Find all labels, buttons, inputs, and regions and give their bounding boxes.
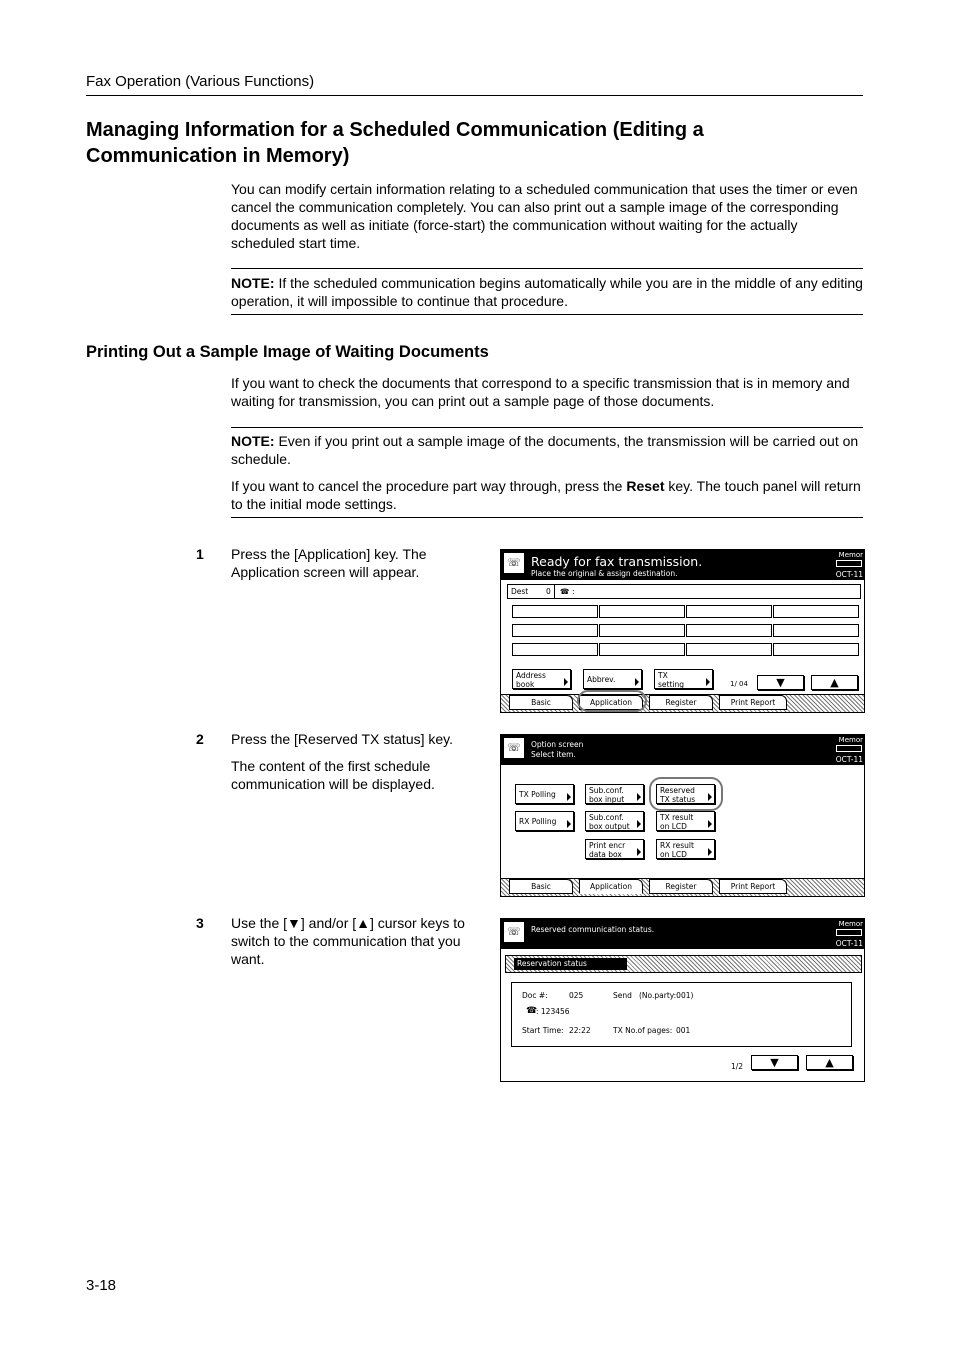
dest-key[interactable]: [686, 605, 772, 618]
tx-polling-button[interactable]: TX Polling: [515, 784, 574, 804]
tx-result-lcd-button[interactable]: TX result on LCD: [656, 811, 715, 831]
start-time: 22:22: [569, 1026, 591, 1035]
note2-rule-bottom: [231, 517, 863, 518]
phone-icon: ☎: [526, 1006, 538, 1016]
screen-subtitle: Select item.: [531, 750, 576, 759]
party-count: (No.party:001): [639, 991, 694, 1000]
note-text: Even if you print out a sample image of the documents, the transmission will be carried out on schedule.: [231, 433, 859, 467]
phone-number: : 123456: [536, 1007, 570, 1016]
screen-title: Reserved communication status.: [531, 925, 655, 934]
note2-rule-top: [231, 427, 863, 428]
note-rule-bottom: [231, 314, 863, 315]
page-indicator: 1/ 04: [730, 680, 748, 688]
screen-subtitle: Place the original & assign destination.: [531, 569, 678, 578]
rx-polling-button[interactable]: RX Polling: [515, 811, 574, 831]
panel-ready-screen: [500, 549, 865, 713]
step-number: 2: [196, 731, 204, 747]
memory-label: Memor: [838, 736, 863, 744]
down-arrow-button[interactable]: ▼: [751, 1055, 798, 1070]
reservation-status-label: Reservation status: [514, 958, 627, 970]
note-text: If you want to cancel the procedure part way through, press the: [231, 478, 627, 494]
reservation-header-bar: [505, 955, 862, 973]
section-title: Printing Out a Sample Image of Waiting Documents: [86, 343, 489, 361]
date-label: OCT-11: [835, 755, 863, 764]
date-label: OCT-11: [835, 570, 863, 579]
memory-bar: [836, 929, 862, 936]
tab-register[interactable]: Register: [649, 695, 713, 710]
note-text: If the scheduled communication begins automatically while you are in the middle of any editing operation, it will impossible to continue that procedure.: [231, 275, 863, 309]
abbrev-button[interactable]: Abbrev.: [583, 669, 642, 689]
tab-print-report[interactable]: Print Report: [719, 879, 787, 894]
page-number: 3-18: [86, 1277, 117, 1294]
memory-label: Memor: [838, 551, 863, 559]
rx-result-lcd-button[interactable]: RX result on LCD: [656, 839, 715, 859]
tab-basic[interactable]: Basic: [509, 879, 573, 894]
note-label: NOTE:: [231, 275, 275, 291]
step-text: Press the [Reserved TX status] key.: [231, 731, 454, 747]
dest-key[interactable]: [512, 605, 598, 618]
pages-count: 001: [676, 1026, 691, 1035]
dest-key[interactable]: [773, 605, 859, 618]
tab-print-report[interactable]: Print Report: [719, 695, 787, 710]
sub-conf-box-input-button[interactable]: Sub.conf. box input: [585, 784, 644, 804]
fax-icon: ☏: [504, 738, 524, 758]
print-encr-data-box-button[interactable]: Print encr data box: [585, 839, 644, 859]
page-indicator: 1/2: [731, 1062, 744, 1071]
date-label: OCT-11: [835, 939, 863, 948]
dest-key[interactable]: [599, 605, 685, 618]
dest-count: 0: [546, 587, 551, 596]
dest-key[interactable]: [512, 624, 598, 637]
page-title: Managing Information for a Scheduled Communication (Editing a Communication in Memory): [86, 119, 704, 167]
tab-register[interactable]: Register: [649, 879, 713, 894]
reset-key-label: Reset: [626, 478, 665, 494]
screen-title: Option screen: [531, 740, 584, 749]
section-intro: If you want to check the documents that correspond to a specific transmission that is in memory and waiting for transmission, you can print out a sample page of those documents.: [231, 375, 850, 409]
send-label: Send: [613, 991, 632, 1000]
note-2: [231, 432, 863, 468]
dest-label: Dest: [511, 587, 529, 596]
destination-bar: [507, 584, 861, 599]
dest-key[interactable]: [512, 643, 598, 656]
down-arrow-button[interactable]: ▼: [757, 675, 804, 690]
screen-title: Ready for fax transmission.: [531, 554, 703, 569]
dest-key[interactable]: [599, 643, 685, 656]
intro-paragraph: You can modify certain information relating to a scheduled communication that uses the timer or even cancel the communication completely. You can also print out a sample image of the corresponding documents as well as initiate (force-start) the communication without waiting for the actually scheduled start time.: [231, 181, 858, 251]
up-arrow-button[interactable]: ▲: [811, 675, 858, 690]
up-arrow-button[interactable]: ▲: [806, 1055, 853, 1070]
memory-label: Memor: [838, 920, 863, 928]
dest-key[interactable]: [686, 643, 772, 656]
doc-number: 025: [569, 991, 584, 1000]
dest-key[interactable]: [686, 624, 772, 637]
start-time-label: Start Time:: [522, 1026, 564, 1035]
dest-key[interactable]: [773, 624, 859, 637]
pages-label: TX No.of pages:: [613, 1026, 673, 1035]
panel-option-screen: [500, 734, 865, 897]
note-text: key. The touch panel will return to the initial mode settings.: [231, 478, 861, 512]
reservation-details-box: [511, 982, 852, 1047]
tab-application[interactable]: Application: [579, 695, 643, 710]
step-text: Use the [▼] and/or [▲] cursor keys to switch to the communication that you want.: [231, 915, 465, 967]
tab-application[interactable]: Application: [579, 879, 643, 894]
memory-bar: [836, 560, 862, 567]
tab-basic[interactable]: Basic: [509, 695, 573, 710]
step-number: 3: [196, 915, 204, 931]
sub-conf-box-output-button[interactable]: Sub.conf. box output: [585, 811, 644, 831]
step-text: Press the [Application] key. The Application screen will appear.: [231, 546, 427, 580]
note-2-reset: [231, 477, 863, 513]
step-number: 1: [196, 546, 204, 562]
step-text: The content of the first schedule communication will be displayed.: [231, 758, 435, 792]
highlight-circle: [649, 777, 723, 811]
panel-reservation-status: [500, 918, 865, 1082]
phone-colon: :: [572, 587, 575, 596]
memory-bar: [836, 745, 862, 752]
header-rule: [86, 95, 863, 96]
running-header: Fax Operation (Various Functions): [86, 73, 315, 90]
note-1: [231, 274, 863, 310]
tx-setting-button[interactable]: TX setting: [654, 669, 713, 689]
note-label: NOTE:: [231, 433, 275, 449]
fax-icon: ☏: [504, 553, 524, 573]
doc-label: Doc #:: [522, 991, 548, 1000]
reserved-tx-status-button[interactable]: Reserved TX status: [656, 784, 715, 804]
fax-icon: ☏: [504, 922, 524, 942]
highlight-circle: [577, 690, 647, 712]
dest-key[interactable]: [773, 643, 859, 656]
note-rule-top: [231, 268, 863, 269]
phone-icon: ☎: [560, 587, 570, 596]
address-book-button[interactable]: Address book: [512, 669, 571, 689]
dest-key[interactable]: [599, 624, 685, 637]
